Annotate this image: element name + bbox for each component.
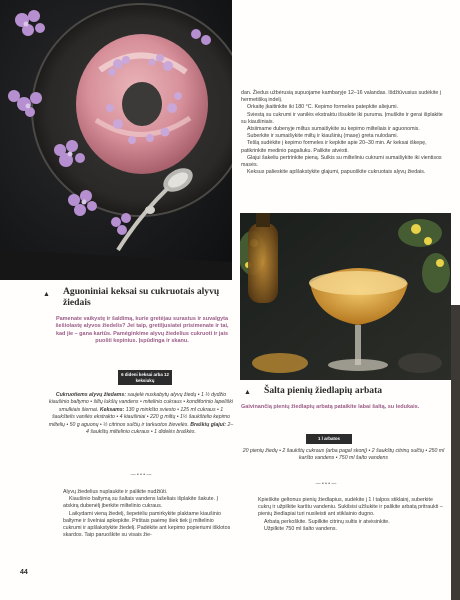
right-recipe-lead: Gaivinančią pienių žiedlapių arbatą pataikite labai šaltą, su ledukais. (241, 404, 420, 410)
ingredient-text: 20 pienių žiedų • 2 šaukštų cukraus (arba pagal skonį) • 2 šaukštų citrinų sulčių • 250 ml karšto vandens • 750 ml šalto vandens (242, 448, 445, 462)
previous-recipe-continuation (241, 90, 446, 176)
paragraph: Kiaušinio baltymą su šaltais vandens lašeliais išplakite šakute. Į atskirą dubenėlį įberkite miltelinio cukraus. (63, 496, 218, 510)
ingredient-label: Cukruotiems alyvų žiedams: (55, 392, 126, 398)
paragraph: Tešlą sudėkite į kepimo formeles ir kepkite apie 20–30 min. Ar keksai iškepę, patikrinkite medinio pagaliuku. Palikite atvėsti. (241, 140, 427, 154)
cake-illustration (0, 0, 232, 280)
left-recipe-title (43, 286, 233, 308)
section-divider: — • • • — (130, 472, 152, 478)
section-divider: — • • • — (315, 481, 337, 487)
paragraph: Orkaitę įkaitinkite iki 180 °C. Kepimo formeles patepkite aliejumi. (247, 104, 399, 111)
paragraph: Sviestą su cukrumi ir vanilės ekstraktu išsukite iki puruma. Įmuškite ir gerai išplakite su kiaušiniais. (241, 111, 443, 125)
right-recipe-title-text: Šalta pienių žiedlapių arbata (264, 385, 383, 396)
yield-badge: 1 l arbatos (306, 434, 352, 444)
ingredient-text: saujelė nuskabytų alyvų žiedų • 1 ½ dydžio kiaušinio baltymo • šiltų lukšių vandens • mitelinio cukraus • kondiforinio lapeliški smulkiais šiernai. (49, 392, 233, 413)
left-recipe-lead: Pamenate vaikystę ir šaldimą, kurie gretėjau surastus ir suvalgyta šešiolastę alyvos žiedelis? Jei taip, gretiljusiatei prisimenate ir tai, kad jie – gana kartūs. Pamėginkime alyvų žiedelius cukruoti ir jais puošti kepinius. Įspūdinga ir skanu. (55, 316, 229, 344)
paragraph: Arbatą perkoškite. Supilkite citrinų sultis ir atvėsinkite. (264, 518, 390, 525)
ingredient-text: 130 g minkšto sviesto • 125 ml cukraus • 1 šaukštelis vanilės ekstrakto • 4 kiaušiniai • 220 g miltų • 1½ šaukštelio kepimo miltelių • 50 g aguonų • ½ citrinos sulčių ir tarkuotos žievelės. (48, 406, 230, 428)
left-recipe-title-text: Aguoniniai keksai su cukruotais alyvų žiedais (63, 286, 220, 308)
tea-photo (240, 213, 451, 380)
paragraph: Keksus palieskite apšlakstykite glajumi, papuoškite cukruotais alyvų žiedais. (247, 169, 426, 176)
paragraph: Laikydami vieną žiedelį, šepetėliu pamirkykite plaktame kiaušinio baltyme ir švelniai apkepkite. Pirštais paėmę šiek tiek jį miltelinio cukrumi ir apšlakstykite žiedelį. Padėkite ant kepimo popieriumi išklotos skardos. Taip paruoškite su visais žie- (63, 510, 231, 539)
paragraph: Kpieškite geltonus pienių žiedlapius, sudėkite į 1 l talpos stiklainį, suberkite cukrų ir užpilkite karštu vandeniu. Sukilsisi užšukite ir palikite arbatą pritraukti – pienių žiedlapiai turi nusileisti ant stiklainio dugno. (258, 497, 443, 518)
triangle-up-icon: ▲ (43, 290, 50, 298)
page-number: 44 (20, 569, 28, 576)
tea-illustration (240, 213, 451, 380)
right-ingredients (241, 448, 446, 463)
paragraph: Suberkite ir sumaišykite miltų ir kiaušinių (masę) greta nulodami. (247, 133, 399, 140)
right-method (258, 497, 446, 533)
servings-badge: 6 dideni keksai arba 12 keksiukų (118, 370, 172, 385)
right-recipe-title (244, 385, 444, 397)
ingredient-label: Keksams: (99, 406, 125, 413)
paragraph: dan. Žiedus užbėrusią supuojame kambaryje 12–16 valandas. Išdžiūvusius sudėkite į hermetišką indelį. (241, 90, 441, 104)
ingredient-text: 2–4 šaukštų miltelinio cukraus • 1 didelės braškės. (86, 421, 234, 436)
paragraph: Atsiimame dubenyje miltus sumaišykite su kepimo milteliais ir aguonomis. (247, 126, 420, 133)
ingredient-label: Braškių glajui: (190, 421, 226, 428)
left-ingredients (48, 392, 234, 436)
paragraph: Alyvų žiedelius nuplaukite ir palikite nudžiūti. (63, 489, 168, 495)
paragraph: Glajui šakeliu pertrinkite pieną. Sulkis su milteliniu cukrumi sumaišykite iki vientisos masės. (241, 154, 442, 169)
left-method (63, 489, 233, 539)
cake-photo (0, 0, 232, 280)
page-edge-strip (451, 305, 460, 600)
triangle-up-icon: ▲ (244, 388, 251, 396)
paragraph: Užpilkite 750 ml šalto vandens. (264, 525, 338, 532)
